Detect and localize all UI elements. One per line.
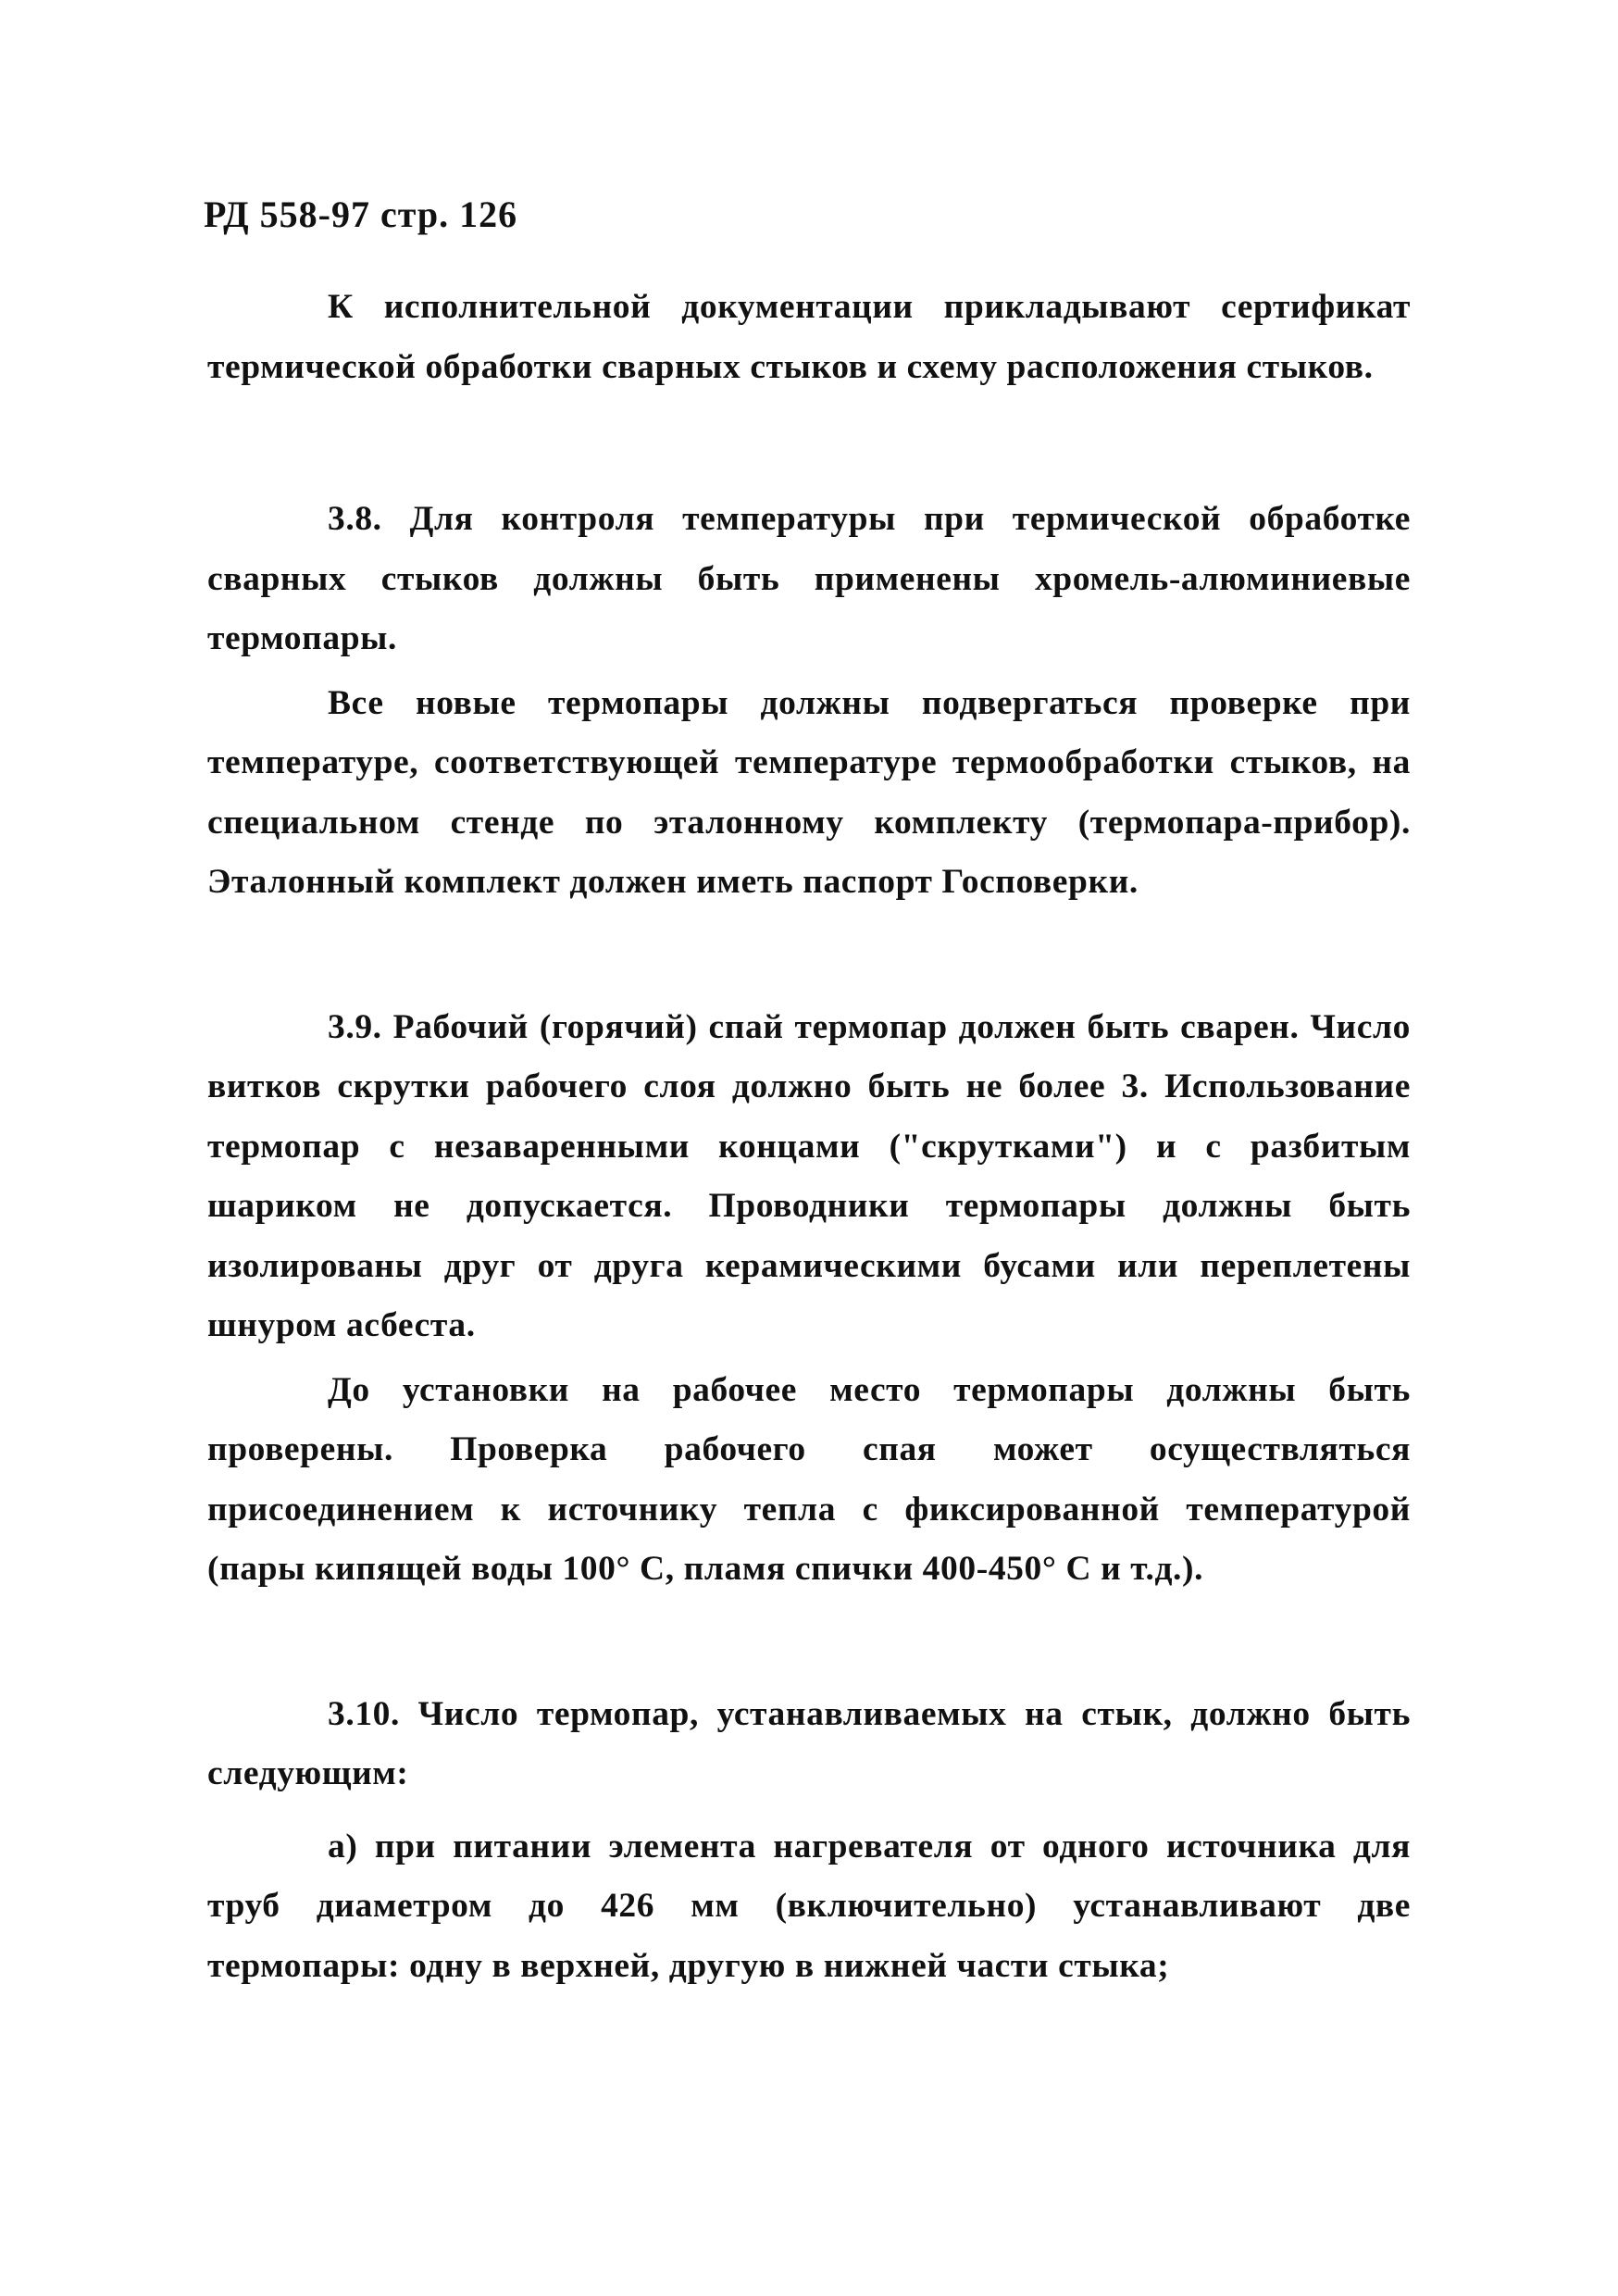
- paragraph-thermocouple-check: Все новые термопары должны подвергаться проверке при температуре, соответствующей температуре термообработки стыков, на специальном стенде по эталонному комплекту (термопара-прибор). Эталонный комплект должен иметь паспорт Госповерки.: [207, 683, 1411, 901]
- paragraph-3-10: 3.10. Число термопар, устанавливаемых на стык, должно быть следующим:: [207, 1694, 1411, 1792]
- list-item-a: а) при питании элемента нагревателя от одного источника для труб диаметром до 426 мм (включительно) устанавливают две термопары: одну в верхней, другую в нижней части стыка;: [207, 1827, 1411, 1985]
- document-body: [207, 278, 1411, 1996]
- paragraph-3-8: 3.8. Для контроля температуры при термической обработке сварных стыков должны быть применены хромель-алюминиевые термопары.: [207, 500, 1411, 657]
- paragraph-3-9: 3.9. Рабочий (горячий) спай термопар должен быть сварен. Число витков скрутки рабочего слоя должно быть не более 3. Использование термопар с незаваренными концами ("скрутками") и с разбитым шариком не допускается. Проводники термопары должны быть изолированы друг от друга керамическими бусами или переплетены шнуром асбеста.: [207, 1007, 1411, 1344]
- paragraph-certificate: К исполнительной документации прикладывают сертификат термической обработки сварных стыков и схему расположения стыков.: [207, 288, 1411, 386]
- paragraph-installation-check: До установки на рабочее место термопары должны быть проверены. Проверка рабочего спая может осуществляться присоединением к источнику тепла с фиксированной температурой (пары кипящей воды 100° С, пламя спички 400-450° С и т.д.).: [207, 1370, 1411, 1588]
- running-header: РД 558-97 стр. 126: [204, 193, 518, 235]
